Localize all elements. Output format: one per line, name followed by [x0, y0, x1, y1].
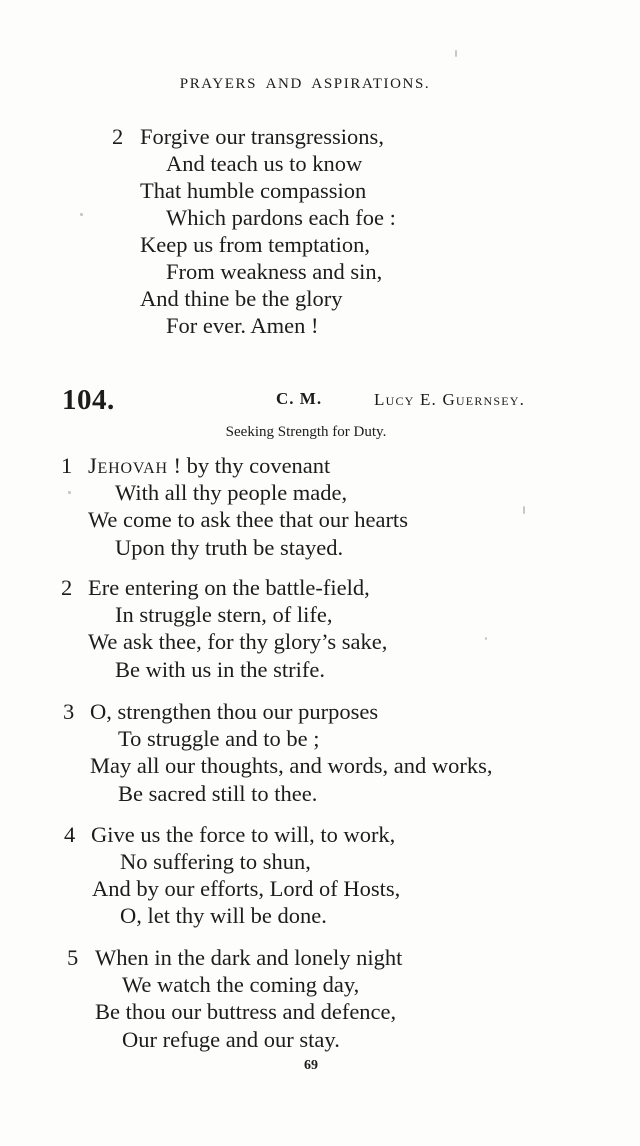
- stanza-3-line-2: To struggle and to be ;: [118, 726, 320, 751]
- hymn-author: Lucy E. Guernsey.: [374, 390, 526, 409]
- page-number: 69: [304, 1058, 318, 1073]
- stanza-3-number: 3: [63, 699, 75, 724]
- stanza-1-line-1-rest: ! by thy covenant: [173, 453, 331, 478]
- stanza-2-line-3: We ask thee, for thy glory’s sake,: [88, 629, 388, 654]
- stanza-3-line-3: May all our thoughts, and words, and works,: [90, 753, 493, 778]
- paper-speck: [523, 506, 525, 514]
- stanza-5-line-3: Be thou our buttress and defence,: [95, 999, 397, 1024]
- stanza-3-line-4: Be sacred still to thee.: [118, 781, 318, 806]
- prev-line-5: Keep us from temptation,: [140, 232, 370, 257]
- hymn-title: Seeking Strength for Duty.: [225, 424, 387, 440]
- prev-line-1: Forgive our transgressions,: [140, 124, 384, 149]
- stanza-2-number: 2: [61, 575, 73, 600]
- prev-line-8: For ever. Amen !: [166, 313, 319, 338]
- stanza-5-line-1: When in the dark and lonely night: [95, 945, 403, 970]
- prev-line-7: And thine be the glory: [140, 286, 343, 311]
- stanza-5-line-2: We watch the coming day,: [122, 972, 360, 997]
- stanza-2-line-2: In struggle stern, of life,: [115, 602, 333, 627]
- stanza-1-line-3: We come to ask thee that our hearts: [88, 507, 408, 532]
- stanza-4-line-3: And by our efforts, Lord of Hosts,: [92, 876, 401, 901]
- stanza-3-line-1: O, strengthen thou our purposes: [90, 699, 379, 724]
- stanza-5-line-4: Our refuge and our stay.: [122, 1027, 340, 1052]
- stanza-1-first-word: Jehovah: [88, 453, 168, 478]
- prev-line-2: And teach us to know: [166, 151, 363, 176]
- stanza-4-line-4: O, let thy will be done.: [120, 903, 327, 928]
- stanza-1-number: 1: [61, 453, 73, 478]
- stanza-4-number: 4: [64, 822, 76, 847]
- paper-speck: [68, 491, 71, 494]
- prev-stanza-number: 2: [112, 124, 124, 149]
- prev-line-3: That humble compassion: [140, 178, 367, 203]
- stanza-2-line-1: Ere entering on the battle-field,: [88, 575, 370, 600]
- prev-line-6: From weakness and sin,: [166, 259, 383, 284]
- stanza-1-line-4: Upon thy truth be stayed.: [115, 535, 344, 560]
- running-head: PRAYERS AND ASPIRATIONS.: [179, 76, 431, 92]
- stanza-4-line-1: Give us the force to will, to work,: [91, 822, 396, 847]
- hymn-meter: C. M.: [276, 389, 323, 408]
- prev-line-4: Which pardons each foe :: [166, 205, 396, 230]
- stanza-1-line-1: [88, 455, 330, 478]
- stanza-1-line-2: With all thy people made,: [115, 480, 348, 505]
- stanza-5-number: 5: [67, 945, 79, 970]
- paper-speck: [455, 50, 457, 57]
- stanza-2-line-4: Be with us in the strife.: [115, 657, 325, 682]
- stanza-4-line-2: No suffering to shun,: [120, 849, 311, 874]
- paper-speck: [485, 637, 487, 640]
- hymn-number: 104.: [62, 384, 115, 416]
- paper-speck: [80, 213, 83, 216]
